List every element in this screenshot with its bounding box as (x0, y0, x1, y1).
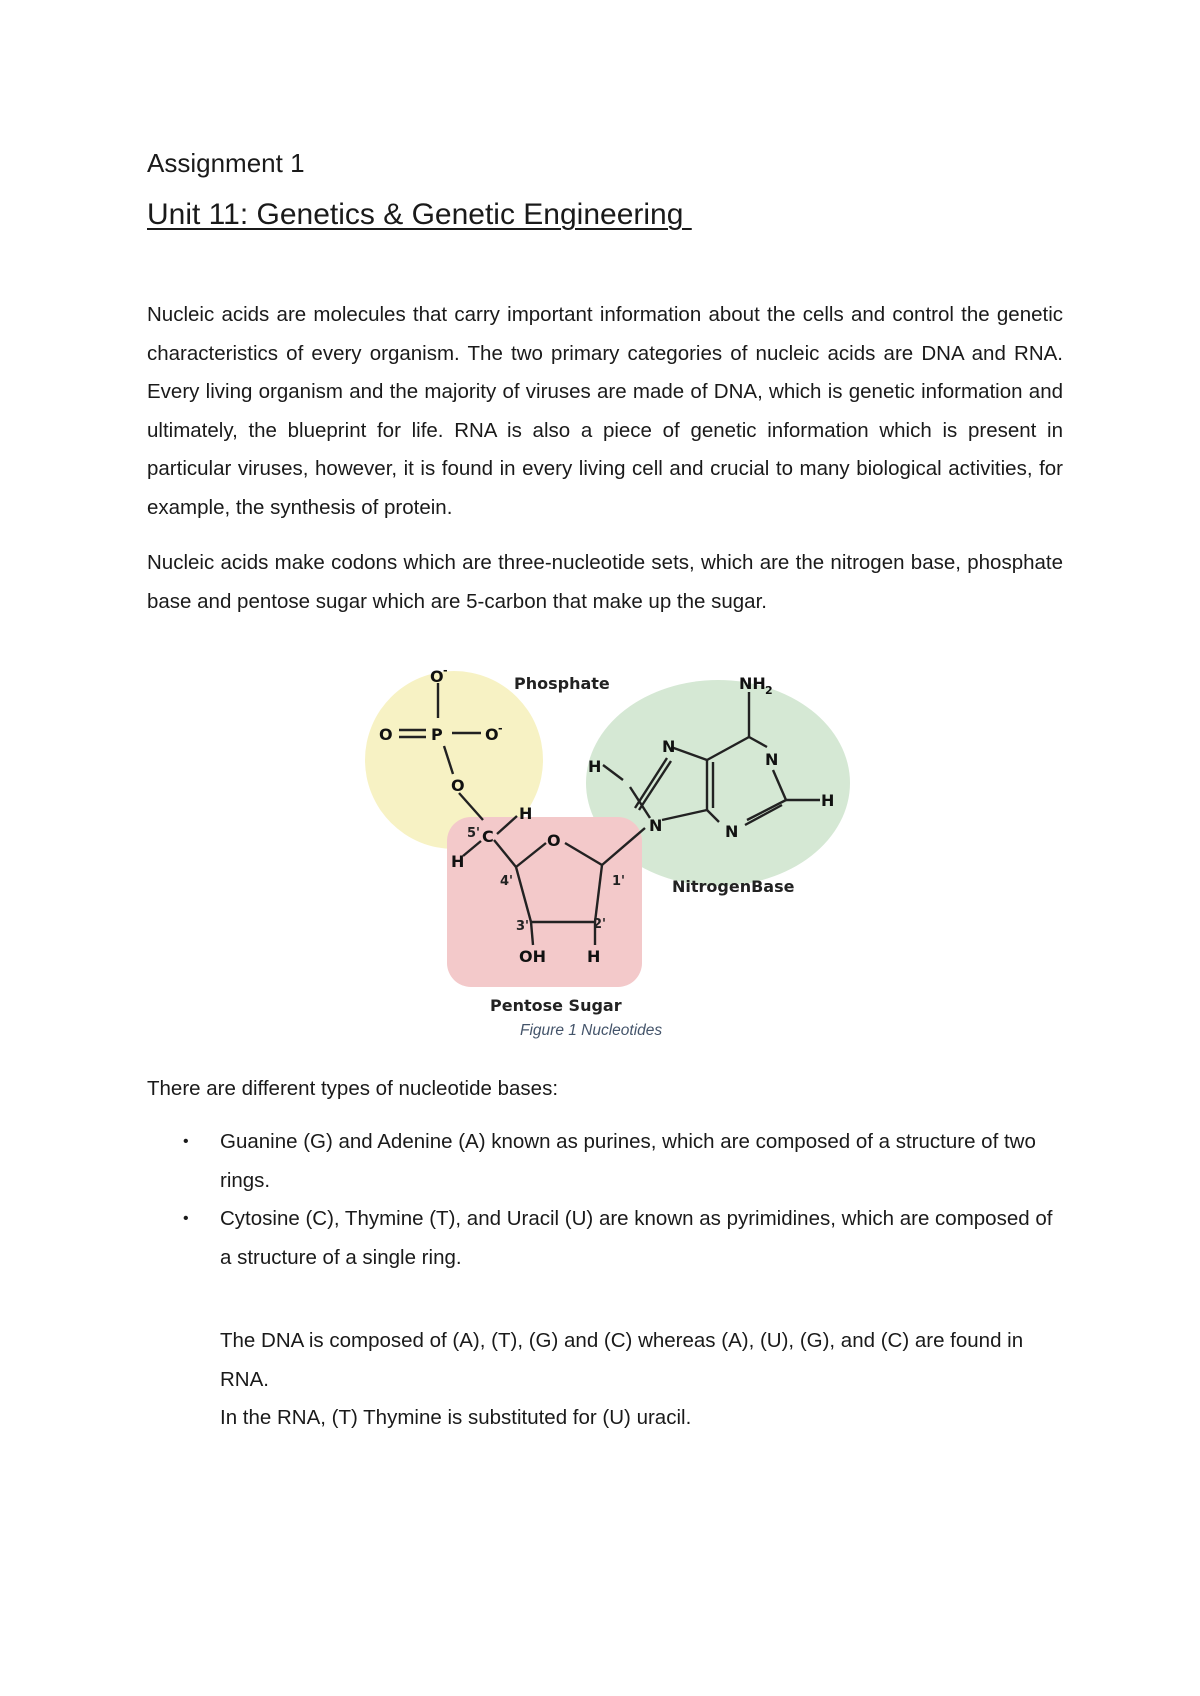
atom-o-ring: O (547, 831, 561, 850)
atom-n9: N (649, 816, 663, 835)
atom-o-right: O (485, 725, 499, 744)
bullet-icon: • (183, 1133, 189, 1150)
note-rna-substitution: In the RNA, (T) Thymine is substituted for (U) uracil. (220, 1406, 692, 1429)
bullet-icon: • (183, 1210, 189, 1227)
bases-intro: There are different types of nucleotide bases: (147, 1077, 559, 1100)
phosphate-label: Phosphate (514, 674, 610, 693)
note-dna-composition: The DNA is composed of (A), (T), (G) and (C) whereas (A), (U), (G), and (C) are found in RNA. (220, 1329, 1024, 1391)
nucleotide-diagram (355, 660, 865, 1020)
atom-n7: N (662, 737, 676, 756)
unit-title: Unit 11: Genetics & Genetic Engineering (147, 198, 692, 231)
paragraph-codons: Nucleic acids make codons which are three-nucleotide sets, which are the nitrogen base, phosphate base and pentose sugar which are 5-carbon that make up the sugar. (147, 551, 1063, 613)
atom-n1: N (765, 750, 779, 769)
atom-p: P (431, 725, 443, 744)
assignment-label: Assignment 1 (147, 148, 305, 178)
carbon-number-2: 2' (593, 917, 607, 932)
carbon-number-4: 4' (500, 874, 514, 889)
atom-h-c5-up: H (519, 804, 533, 823)
atom-h-c2: H (587, 947, 601, 966)
bases-list (147, 1123, 1063, 1277)
nitrogen-base-label: NitrogenBase (672, 877, 795, 896)
atom-o-link: O (451, 776, 465, 795)
atom-n3: N (725, 822, 739, 841)
list-item (147, 1200, 1063, 1277)
figure-caption: Figure 1 Nucleotides (520, 1022, 663, 1039)
nucleotide-figure (355, 660, 865, 1020)
atom-oh: OH (519, 947, 546, 966)
atom-nh2-subscript: 2 (765, 684, 773, 697)
atom-o-double: O (379, 725, 393, 744)
minus-sign-top: - (443, 664, 448, 677)
atom-c5: C (482, 827, 494, 846)
atom-h-right: H (821, 791, 835, 810)
paragraph-nucleic-acids: Nucleic acids are molecules that carry important information about the cells and control the genetic characteristics of every organism. The two primary categories of nucleic acids are DNA and RNA. Every living organism and the majority of viruses are made of DNA, which is genetic information and ultimately, the blueprint for life. RNA is also a piece of genetic information which is present in particular viruses, however, it is found in every living cell and crucial to many biological activities, for example, the synthesis of protein. (147, 303, 1063, 519)
carbon-number-1: 1' (612, 874, 626, 889)
atom-o-top: O (430, 667, 444, 686)
list-item (147, 1123, 1063, 1200)
bullet-text: Guanine (G) and Adenine (A) known as purines, which are composed of a structure of two rings. (220, 1130, 1036, 1192)
atom-h-c5-left: H (451, 852, 465, 871)
atom-h-left: H (588, 757, 602, 776)
pentose-sugar-label: Pentose Sugar (490, 996, 622, 1015)
atom-nh2: NH (739, 674, 766, 693)
carbon-number-3: 3' (516, 919, 530, 934)
minus-sign-right: - (498, 722, 503, 735)
carbon-number-5: 5' (467, 826, 481, 841)
bullet-text: Cytosine (C), Thymine (T), and Uracil (U) are known as pyrimidines, which are composed of a structure of a single ring. (220, 1207, 1053, 1269)
